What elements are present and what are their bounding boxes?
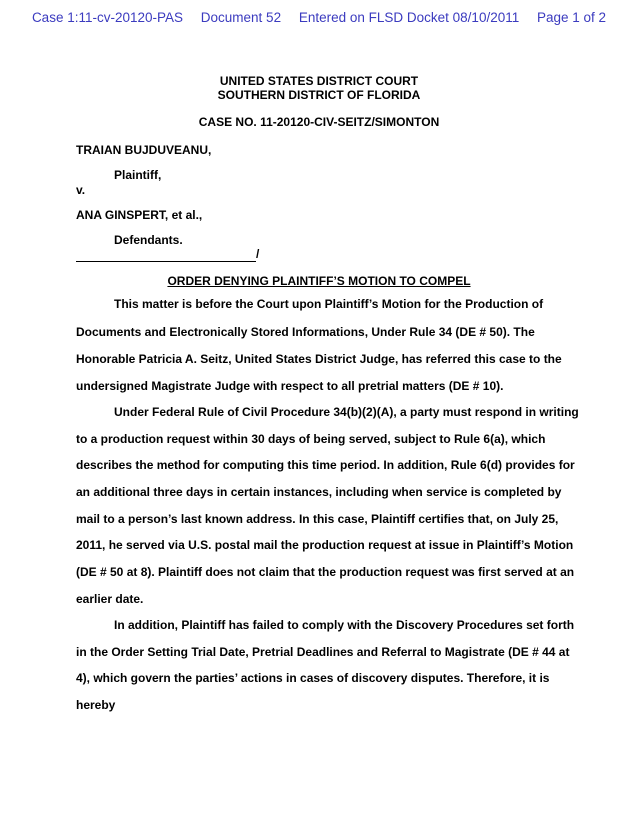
body-line: In addition, Plaintiff has failed to comply with the Discovery Procedures set forth <box>114 618 575 632</box>
header-entered-date: Entered on FLSD Docket 08/10/2011 <box>298 10 520 25</box>
body-line: Documents and Electronically Stored Informations, Under Rule 34 (DE # 50). The <box>76 325 535 339</box>
body-line: earlier date. <box>76 592 144 606</box>
body-line: (DE # 50 at 8). Plaintiff does not claim that the production request was first served at an <box>76 565 575 579</box>
body-line: Under Federal Rule of Civil Procedure 34(b)(2)(A), a party must respond in writing <box>114 405 579 419</box>
body-line: Honorable Patricia A. Seitz, United States District Judge, has referred this case to the <box>76 352 562 366</box>
body-line: This matter is before the Court upon Plaintiff’s Motion for the Production of <box>114 297 544 311</box>
header-case-number: Case 1:11-cv-20120-PAS <box>31 10 184 25</box>
body-line: to a production request within 30 days of being served, subject to Rule 6(a), which <box>76 432 546 446</box>
body-line: undersigned Magistrate Judge with respect to all pretrial matters (DE # 10). <box>76 379 504 393</box>
body-line: an additional three days in certain instances, including when service is completed by <box>76 485 562 499</box>
body-line: describes the method for computing this time period. In addition, Rule 6(d) provides for <box>76 458 575 472</box>
body-line: hereby <box>76 698 116 712</box>
body-line: mail to a person’s last known address. In this case, Plaintiff certifies that, on July 25, <box>76 512 559 526</box>
body-line: 4), which govern the parties’ actions in cases of discovery disputes. Therefore, it is <box>76 671 550 685</box>
header-document-number: Document 52 <box>200 10 282 25</box>
body-line: in the Order Setting Trial Date, Pretrial Deadlines and Referral to Magistrate (DE # 44 at <box>76 645 570 659</box>
body-line: 2011, he served via U.S. postal mail the production request at issue in Plaintiff’s Motion <box>76 538 574 552</box>
defendant-name: ANA GINSPERT, et al., <box>76 208 203 222</box>
court-name: UNITED STATES DISTRICT COURT <box>219 74 419 88</box>
defendant-role: Defendants. <box>114 233 183 247</box>
docket-header <box>0 10 638 25</box>
order-title: ORDER DENYING PLAINTIFF’S MOTION TO COMPEL <box>167 274 471 288</box>
caption-slash: / <box>256 247 260 261</box>
header-page-number: Page 1 of 2 <box>537 10 607 25</box>
case-number: CASE NO. 11-20120-CIV-SEITZ/SIMONTON <box>198 115 440 129</box>
court-district: SOUTHERN DISTRICT OF FLORIDA <box>217 88 421 102</box>
plaintiff-name: TRAIAN BUJDUVEANU, <box>76 143 212 157</box>
plaintiff-role: Plaintiff, <box>114 168 162 182</box>
versus: v. <box>76 183 86 197</box>
caption-rule <box>76 261 256 262</box>
